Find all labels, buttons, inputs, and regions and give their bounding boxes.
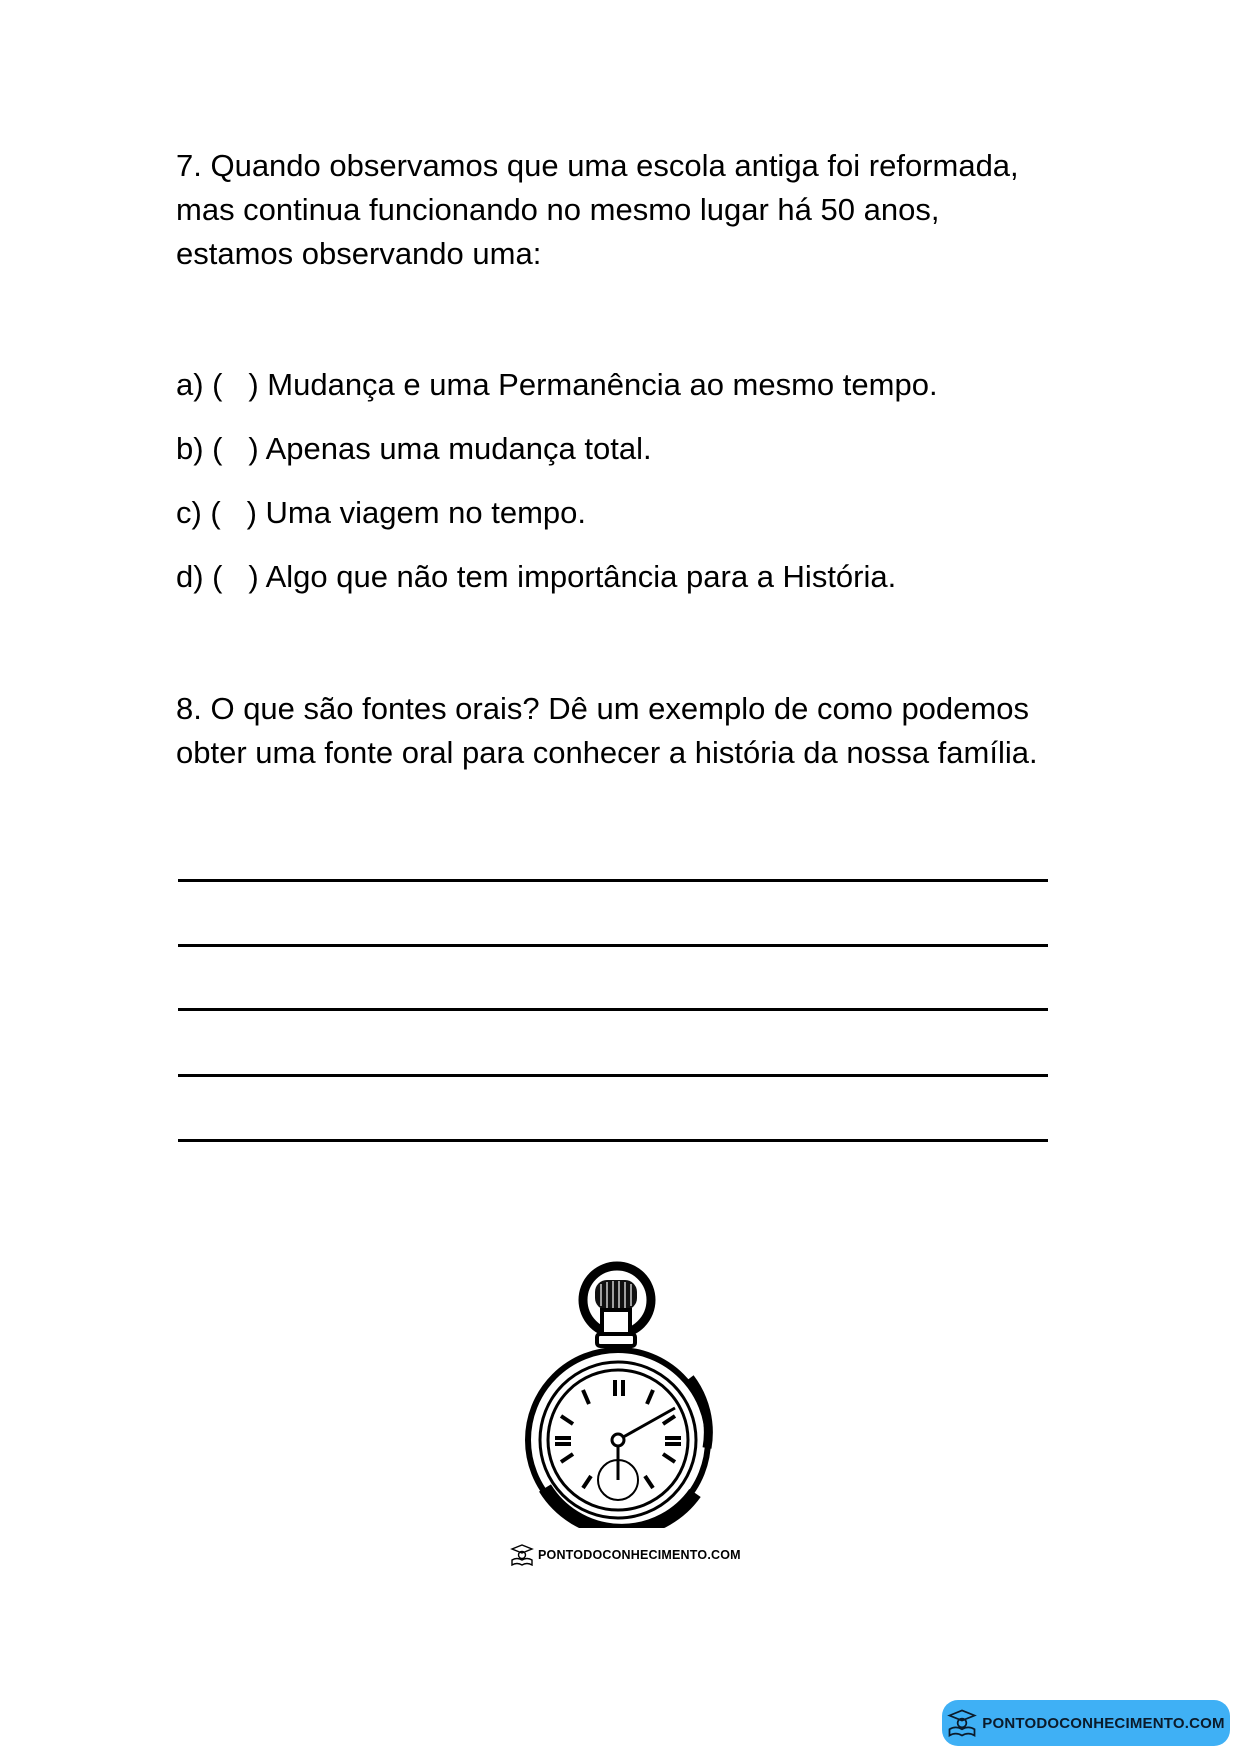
footer-badge[interactable] bbox=[942, 1700, 1230, 1746]
option-b[interactable]: b) ( ) Apenas uma mudança total. bbox=[176, 431, 652, 466]
answer-line-1[interactable] bbox=[178, 879, 1048, 882]
option-d[interactable]: d) ( ) Algo que não tem importância para a História. bbox=[176, 559, 897, 594]
answer-line-5[interactable] bbox=[178, 1139, 1048, 1142]
pocket-watch-icon bbox=[515, 1258, 715, 1528]
option-c[interactable]: c) ( ) Uma viagem no tempo. bbox=[176, 495, 587, 530]
question-8-text: 8. O que são fontes orais? Dê um exemplo de como podemos obter uma fonte oral para conhecer a história da nossa família. bbox=[176, 691, 1038, 770]
graduate-book-icon bbox=[510, 1544, 534, 1566]
question-7-text: 7. Quando observamos que uma escola antiga foi reformada, mas continua funcionando no mesmo lugar há 50 anos, estamos observando uma: bbox=[176, 148, 1019, 271]
answer-line-2[interactable] bbox=[178, 944, 1048, 947]
footer-badge-label: PONTODOCONHECIMENTO.COM bbox=[982, 1714, 1225, 1732]
answer-line-4[interactable] bbox=[178, 1074, 1048, 1077]
watermark-text: PONTODOCONHECIMENTO.COM bbox=[538, 1548, 741, 1562]
answer-line-3[interactable] bbox=[178, 1008, 1048, 1011]
watermark bbox=[510, 1544, 741, 1566]
graduate-book-icon bbox=[947, 1708, 977, 1738]
option-a[interactable]: a) ( ) Mudança e uma Permanência ao mesmo tempo. bbox=[176, 367, 938, 402]
